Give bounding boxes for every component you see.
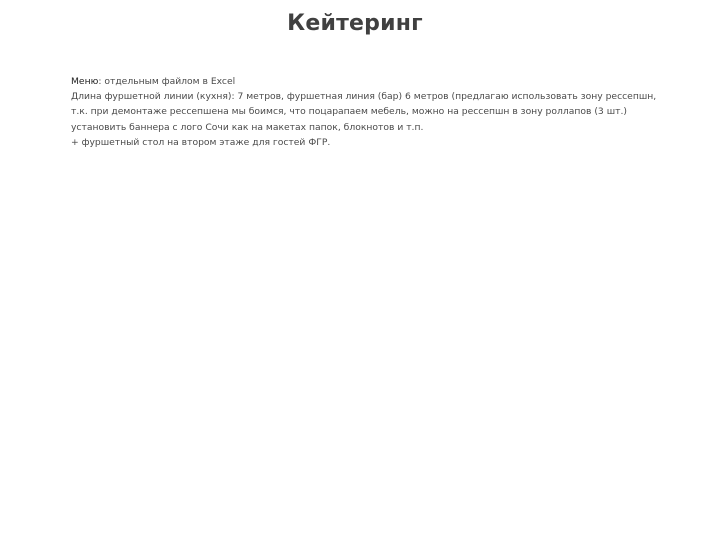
reception-line: т.к. при демонтаже рессепшена мы боимся, что поцарапаем мебель, можно на рессепшн в зону роллапов (3 шт.) <box>71 106 627 118</box>
slide-body <box>71 74 701 150</box>
slide-title: Кейтеринг <box>287 11 423 36</box>
menu-text: : отдельным файлом в Excel <box>98 76 236 87</box>
second-floor-line: + фуршетный стол на втором этаже для гостей ФГР. <box>71 136 331 148</box>
buffet-length-line: Длина фуршетной линии (кухня): 7 метров, фуршетная линия (бар) 6 метров (предлагаю использовать зону рессепшн, <box>71 91 657 103</box>
banner-line: установить баннера с лого Сочи как на макетах папок, блокнотов и т.п. <box>71 121 424 133</box>
menu-label: Меню <box>71 76 99 87</box>
menu-line <box>71 74 701 89</box>
